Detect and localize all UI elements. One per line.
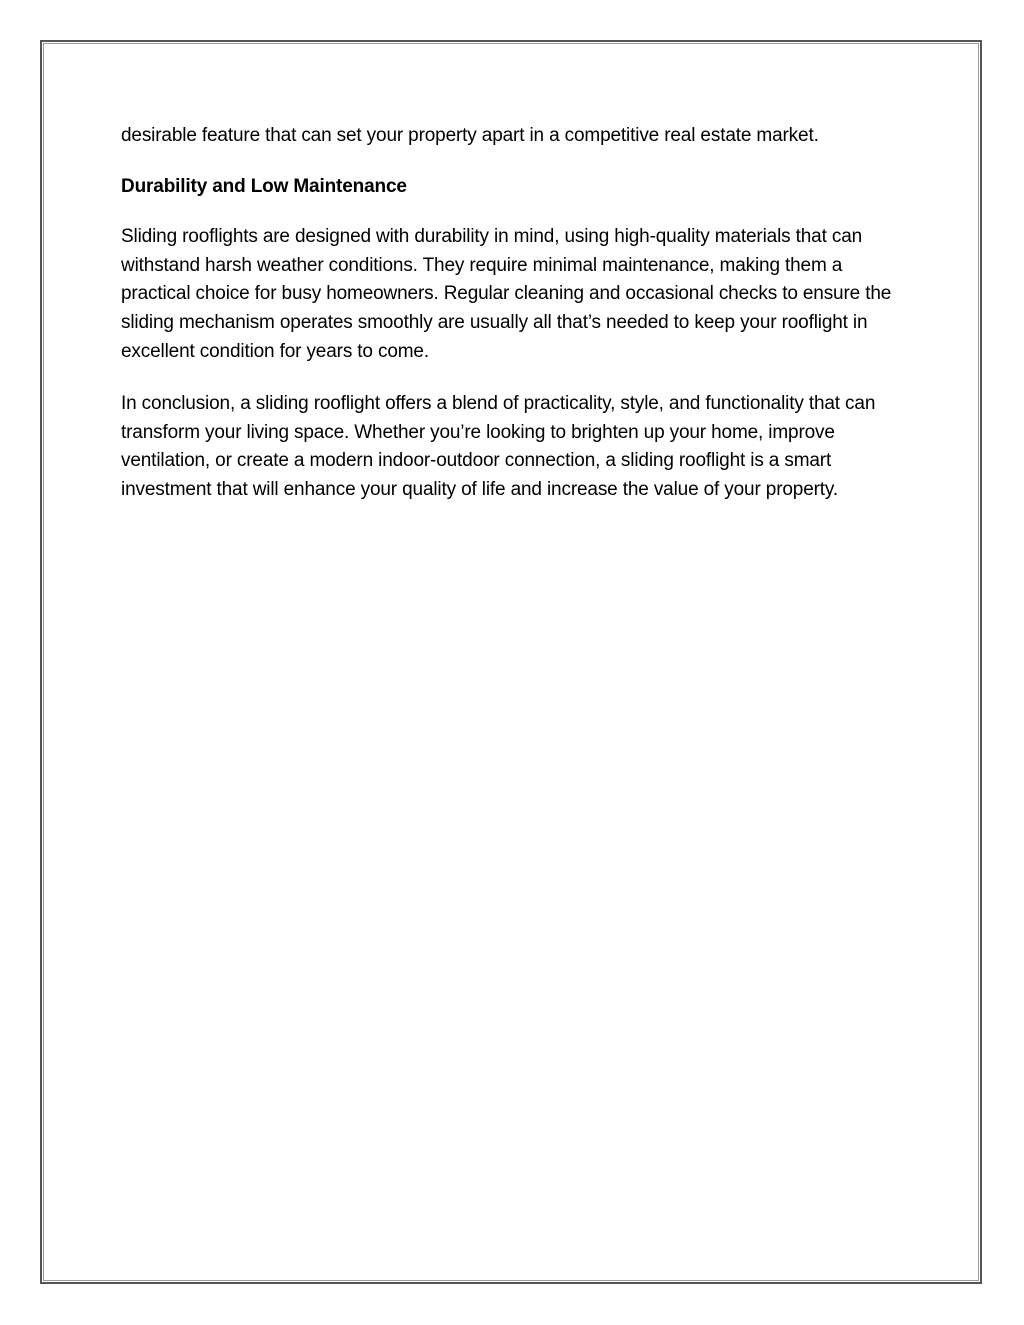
durability-paragraph: Sliding rooflights are designed with durability in mind, using high-quality materials that can withstand harsh weather conditions. They require minimal maintenance, making them a practical choice for busy homeowners. Regular cleaning and occasional checks to ensure the sliding mechanism operates smoothly are usually all that’s needed to keep your rooflight in excellent condition for years to come.: [121, 226, 892, 362]
conclusion-paragraph: In conclusion, a sliding rooflight offers a blend of practicality, style, and functionality that can transform your living space. Whether you’re looking to brighten up your home, improve ventilation, or create a modern indoor-outdoor connection, a sliding rooflight is a smart investment that will enhance your quality of life and increase the value of your property.: [121, 393, 876, 500]
document-body: [121, 122, 911, 505]
section-heading: Durability and Low Maintenance: [121, 175, 407, 197]
document-page: [40, 40, 982, 1284]
intro-paragraph: desirable feature that can set your property apart in a competitive real estate market.: [121, 125, 819, 146]
